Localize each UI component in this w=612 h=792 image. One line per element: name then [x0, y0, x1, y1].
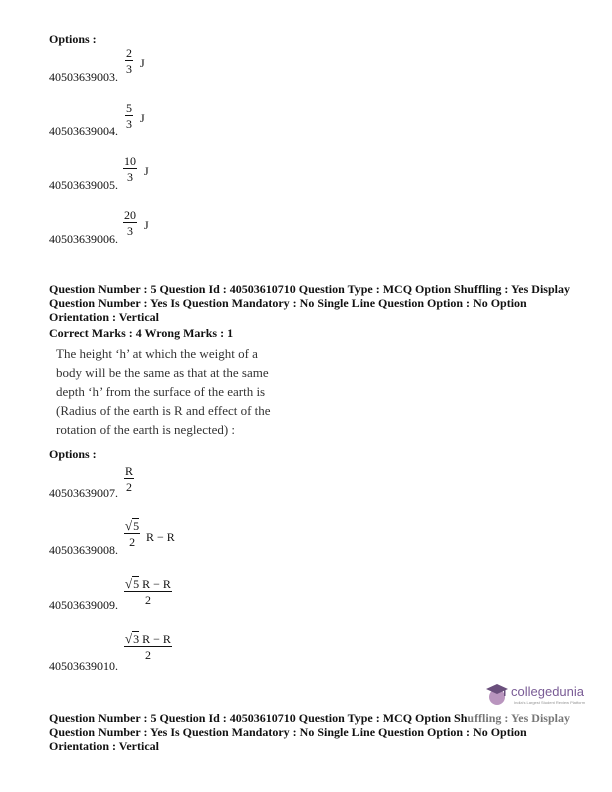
option-fraction: [123, 155, 137, 183]
meta-line: [49, 711, 589, 725]
question-text: [56, 344, 306, 439]
radicand: 5: [133, 519, 140, 533]
fraction-numerator: 5: [126, 101, 132, 115]
unit-label: J: [140, 56, 145, 70]
fraction-denominator: 3: [127, 224, 133, 238]
option-id: 40503639003.: [49, 70, 118, 84]
fraction-denominator: 2: [129, 535, 136, 549]
fraction-denominator: 3: [127, 170, 133, 184]
meta-line-part: Question Number : 5 Question Id : 40503610710 Question Type : MCQ Option Sh: [49, 711, 468, 725]
option-fraction: [125, 47, 133, 75]
option-id: 40503639010.: [49, 659, 118, 673]
expression-tail: R − R: [146, 530, 175, 544]
marks-line: Correct Marks : 4 Wrong Marks : 1: [49, 326, 234, 340]
fraction-denominator: 3: [126, 62, 132, 76]
logo-name: collegedunia: [511, 684, 585, 699]
option-fraction: [125, 102, 133, 130]
footer-meta: [49, 711, 589, 753]
collegedunia-logo: [484, 680, 584, 712]
unit-label: J: [140, 111, 145, 125]
fraction-numerator: [124, 632, 172, 647]
meta-line: Question Number : Yes Is Question Mandatory : No Single Line Question Option : No Option: [49, 296, 527, 310]
radicand: 5: [133, 577, 140, 591]
fraction-denominator: 2: [126, 480, 132, 494]
options-heading-top: Options :: [49, 32, 97, 46]
meta-line-part-faded: uffling : Yes Display: [467, 711, 570, 725]
meta-line: Orientation : Vertical: [49, 310, 159, 324]
option-fraction: [124, 632, 172, 661]
meta-line: Question Number : 5 Question Id : 40503610710 Question Type : MCQ Option Shuffling : Yes Display: [49, 282, 570, 296]
fraction-denominator: 2: [144, 648, 151, 662]
question-text-line: body will be the same as that at the same: [56, 365, 269, 380]
fraction-denominator: 3: [126, 117, 132, 131]
option-id: 40503639004.: [49, 124, 118, 138]
radicand: 3: [133, 632, 140, 646]
expression-tail: R − R: [142, 577, 171, 591]
fraction-numerator: 10: [124, 154, 136, 168]
fraction-numerator: 20: [124, 208, 136, 222]
graduate-icon: [484, 682, 510, 708]
option-id: 40503639008.: [49, 543, 118, 557]
logo-tagline: India's Largest Student Review Platform: [514, 700, 586, 705]
fraction-numerator: 2: [126, 46, 132, 60]
fraction-numerator: R: [125, 464, 134, 478]
option-id: 40503639005.: [49, 178, 118, 192]
sqrt-symbol: √: [125, 518, 133, 533]
sqrt-symbol: √: [125, 576, 133, 591]
question-text-line: rotation of the earth is neglected) :: [56, 422, 236, 437]
unit-label: J: [144, 164, 149, 178]
options-heading: Options :: [49, 447, 97, 461]
option-id: 40503639006.: [49, 232, 118, 246]
unit-label: J: [144, 218, 149, 232]
question-text-line: The height ‘h’ at which the weight of a: [56, 346, 258, 361]
expression-tail: R − R: [142, 632, 171, 646]
sqrt-symbol: √: [125, 631, 133, 646]
question-meta: [49, 282, 589, 324]
option-fraction: [124, 519, 140, 548]
option-id: 40503639009.: [49, 598, 118, 612]
fraction-numerator: [124, 577, 172, 592]
question-text-line: depth ‘h’ from the surface of the earth is: [56, 384, 266, 399]
fraction-numerator: [124, 519, 140, 534]
option-fraction: [124, 577, 172, 606]
meta-line: Question Number : Yes Is Question Mandatory : No Single Line Question Option : No Option: [49, 725, 527, 739]
option-id: 40503639007.: [49, 486, 118, 500]
option-fraction: [123, 209, 137, 237]
meta-line: Orientation : Vertical: [49, 739, 159, 753]
option-fraction: [124, 465, 134, 493]
question-text-line: (Radius of the earth is R and effect of the: [56, 403, 271, 418]
fraction-denominator: 2: [144, 593, 151, 607]
